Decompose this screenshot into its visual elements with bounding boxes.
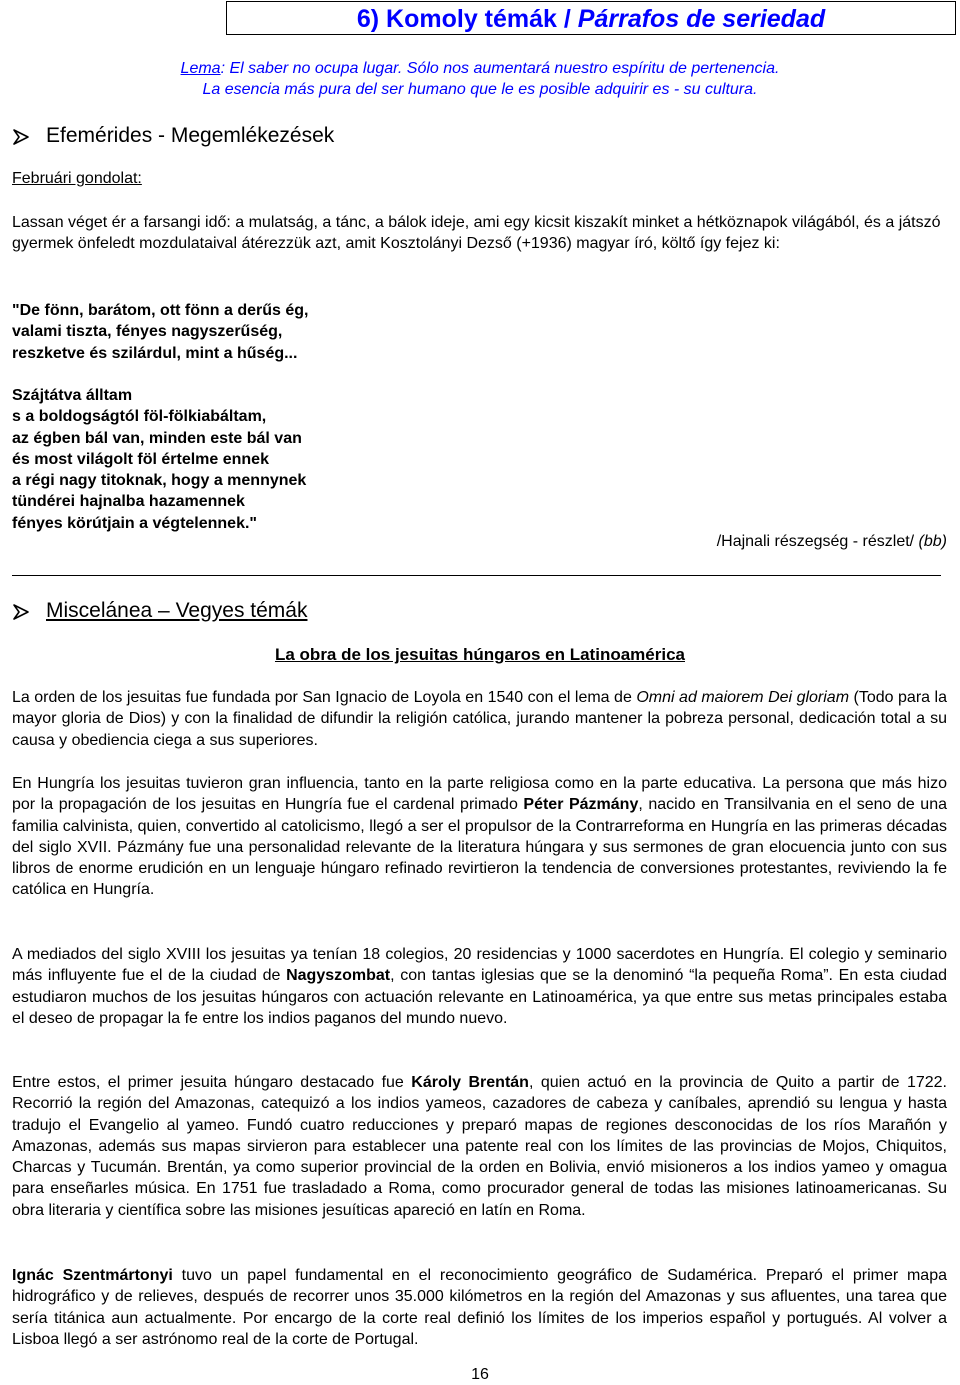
article-title: La obra de los jesuitas húngaros en Latinoamérica xyxy=(274,645,685,664)
article-paragraph-1 xyxy=(12,687,947,751)
subheading-februari: Februári gondolat: xyxy=(12,170,142,187)
bold-name-szentmartonyi: Ignác Szentmártonyi xyxy=(12,1267,173,1284)
article-paragraph-4 xyxy=(12,1072,947,1221)
page-number: 16 xyxy=(471,1366,489,1383)
poem-line: Szájtátva álltam xyxy=(12,387,133,404)
poem-line: reszketve és szilárdul, mint a hűség... xyxy=(12,344,298,362)
article-paragraph-5 xyxy=(12,1265,947,1350)
header-title-es: Párrafos de seriedad xyxy=(577,5,826,33)
paragraph-text: La orden de los jesuitas fue fundada por San Ignacio de Loyola en 1540 con el lema de xyxy=(12,689,637,706)
paragraph-text: En Hungría los jesuitas tuvieron gran influencia, tanto en la parte religiosa como en la parte educativa. La persona que más hizo por la propagación de los jesuitas en Hungría fue el cardenal primado xyxy=(12,775,947,814)
lema-line1-text: : El saber no ocupa lugar. Sólo nos aumentará nuestro espíritu de pertenencia. xyxy=(220,60,780,77)
bold-name-nagyszombat: Nagyszombat xyxy=(286,967,391,985)
article-paragraph-2 xyxy=(12,773,947,901)
attribution-text: /Hajnali részegség - részlet/ xyxy=(716,533,919,550)
header-title-hu: 6) Komoly témák / xyxy=(356,5,578,33)
lema-line-2: La esencia más pura del ser humano que le es posible adquirir es - su cultura. xyxy=(202,81,758,98)
poem-line: a régi nagy titoknak, hogy a mennynek xyxy=(12,472,307,490)
poem-line: fényes körútjain a végtelennek." xyxy=(12,514,258,532)
section-heading-efemerides: Efemérides - Megemlékezések xyxy=(46,124,335,147)
poem-line: "De fönn, barátom, ott fönn a derűs ég, xyxy=(12,302,309,319)
poem-attribution xyxy=(717,533,947,551)
section-heading-miscelanea: Miscelánea – Vegyes témák xyxy=(46,599,308,622)
poem-line: és most világolt föl értelme ennek xyxy=(12,450,269,468)
paragraph-text: , quien actuó en la provincia de Quito a partir de 1722. Recorrió la región del Amazonas, catequizó a los indios yameos, cazadores de cabeza y caníbales, aprendió su lengua y hasta tradujo el Evangelio al yameo. Fundó cuatro reducciones y preparó mapas de regiones desconocidas de los ríos Marañón y Amazonas, además sus mapas sirvieron para establecer una patente real con los límites de las provincias de Mojos, Chiquitos, Charcas y Tucumán. Brentán, ya como superior provincial de la orden en Bolivia, envió misioneros a los indios yameo y omagua para enseñarles música. En 1751 fue trasladado a Roma, como procurador general de todas las misiones latinoamericanas. Su obra literaria y científica sobre las misiones jesuíticas apareció en latín en Roma. xyxy=(12,1074,947,1219)
paragraph-text: , nacido en Transilvania en el seno de una familia calvinista, quien, convertido al catolicismo, llegó a ser el propulsor de la Contrarreforma en Hungría en las primeras décadas del siglo XVII. Pázmány fue una personalidad relevante de la literatura húngara y sus sermones de gran elocuencia junto con sus libros de enorme erudición en un lenguaje húngaro refinado revirtieron la tendencia de conversiones protestantes, reviviendo la fe católica en Hungría. xyxy=(12,796,947,899)
paragraph-text: tuvo un papel fundamental en el reconocimiento geográfico de Sudamérica. Preparó el primer mapa hidrográfico y de relieves, después de recorrer unos 35.000 kilómetros en la región del Amazonas y sus afluentes, una tarea que sería titánica aun actualmente. Por encargo de la corte real definió los límites de los imperios español y portugués. Al volver a Lisboa llegó a ser astrónomo real de la corte de Portugal. xyxy=(12,1267,947,1348)
poem-line: s a boldogságtól föl-fölkiabáltam, xyxy=(12,408,267,426)
paragraph-text: , con tantas iglesias que se la denominó “la pequeña Roma”. En esta ciudad estudiaron muchos de los jesuitas húngaros con actuación relevante en Latinoamérica, ya que entre sus metas principales estaba el deseo de propagar la fe entre los indios paganos del mundo nuevo. xyxy=(12,967,948,1027)
poem-stanza-2 xyxy=(12,385,306,534)
paragraph-text: (Todo para la mayor gloria de Dios) y con la finalidad de difundir la religión católica, jurando mantener la pobreza personal, dedicación total a su causa y obediencia ciega a sus superiores. xyxy=(12,689,947,749)
page-header xyxy=(226,1,956,35)
article-paragraph-3 xyxy=(12,944,947,1029)
poem-line: tündérei hajnalba hazamennek xyxy=(12,493,245,511)
poem-line: az égben bál van, minden este bál van xyxy=(12,429,302,447)
bold-name-pazmany: Péter Pázmány xyxy=(523,796,639,814)
poem-stanza-1 xyxy=(12,300,308,364)
poem-line: valami tiszta, fényes nagyszerűség, xyxy=(12,323,283,341)
section-divider xyxy=(12,575,941,576)
lema-line-1 xyxy=(0,60,960,78)
paragraph-text: Entre estos, el primer jesuita húngaro destacado fue xyxy=(12,1074,412,1091)
bold-name-brentan: Károly Brentán xyxy=(411,1074,529,1091)
attribution-initials: (bb) xyxy=(918,533,947,550)
arrowhead-bullet-icon xyxy=(12,128,30,146)
latin-motto: Omni ad maiorem Dei gloriam xyxy=(636,689,850,706)
lema-label: Lema xyxy=(180,60,221,77)
arrowhead-bullet-icon xyxy=(12,603,30,621)
paragraph-text: A mediados del siglo XVIII los jesuitas ya tenían 18 colegios, 20 residencias y 1000 sacerdotes en Hungría. El colegio y seminario más influyente fue el de la ciudad de xyxy=(12,946,947,985)
intro-paragraph: Lassan véget ér a farsangi idő: a mulatság, a tánc, a bálok ideje, ami egy kicsit kiszakít minket a hétköznapok világából, és a játszó gyermek önfeledt mozdulataival átérezzük azt, amit Kosztolányi Dezső (+1936) magyar író, költő így fejez ki: xyxy=(12,214,941,253)
